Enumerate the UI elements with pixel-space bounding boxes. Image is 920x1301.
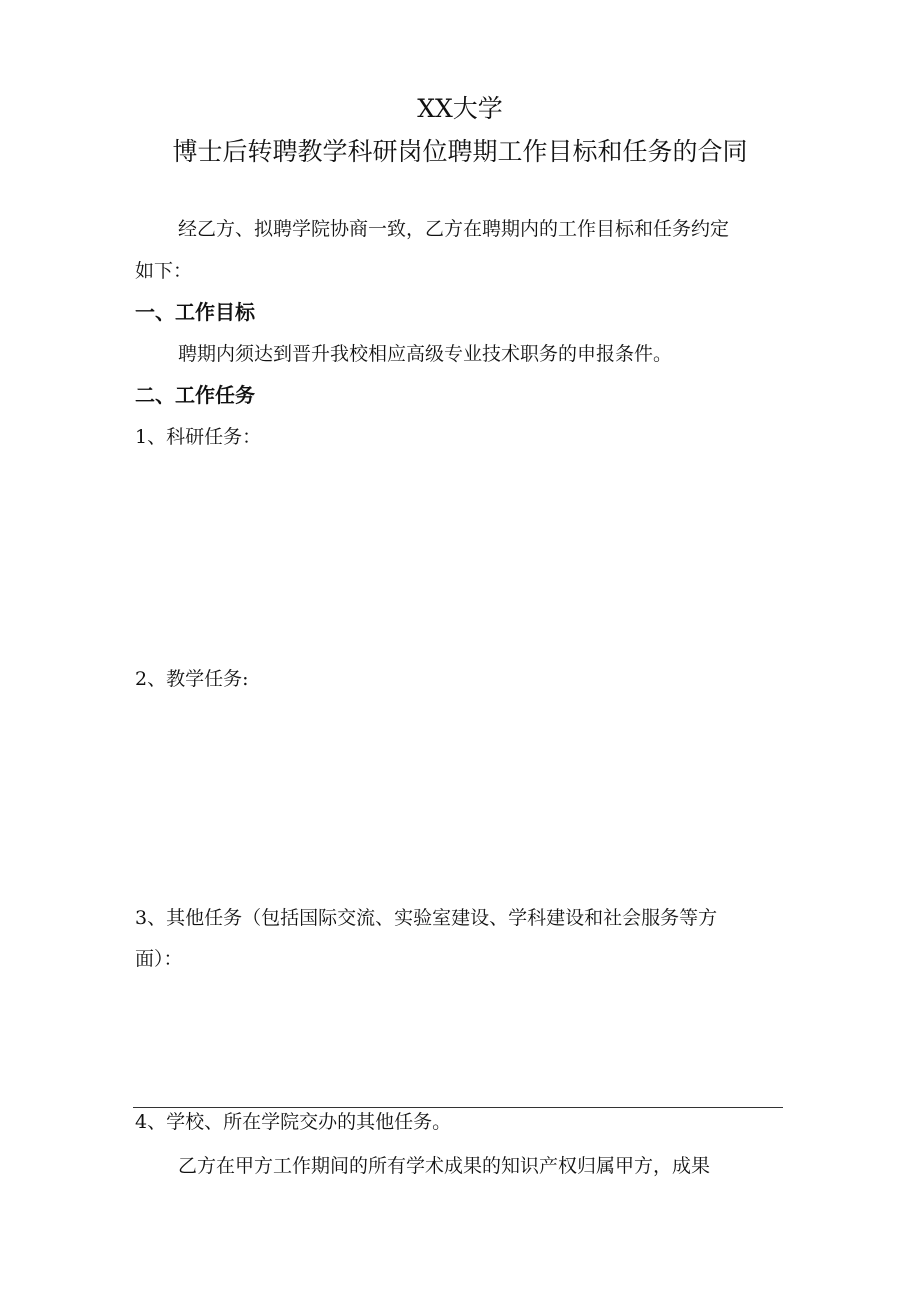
task-item-assigned: 4、学校、所在学院交办的其他任务。 — [135, 1111, 452, 1133]
work-goals-text: 聘期内须达到晋升我校相应高级专业技术职务的申报条件。 — [178, 343, 673, 365]
ip-clause-line-1: 乙方在甲方工作期间的所有学术成果的知识产权归属甲方，成果 — [178, 1155, 711, 1177]
section-heading-work-tasks: 二、工作任务 — [135, 383, 255, 407]
intro-paragraph-line-2: 如下： — [135, 260, 193, 282]
section-heading-work-goals: 一、工作目标 — [135, 300, 255, 324]
task-item-other-line-1: 3、其他任务（包括国际交流、实验室建设、学科建设和社会服务等方 — [135, 907, 718, 929]
task-item-research: 1、科研任务： — [135, 426, 262, 448]
university-title: XX大学 — [417, 94, 503, 123]
contract-title: 博士后转聘教学科研岗位聘期工作目标和任务的合同 — [172, 137, 748, 166]
task-item-other-line-2: 面）： — [135, 948, 183, 970]
horizontal-divider — [133, 1107, 783, 1108]
intro-paragraph-line-1: 经乙方、拟聘学院协商一致，乙方在聘期内的工作目标和任务约定 — [178, 218, 730, 240]
task-item-teaching: 2、教学任务: — [135, 668, 249, 690]
